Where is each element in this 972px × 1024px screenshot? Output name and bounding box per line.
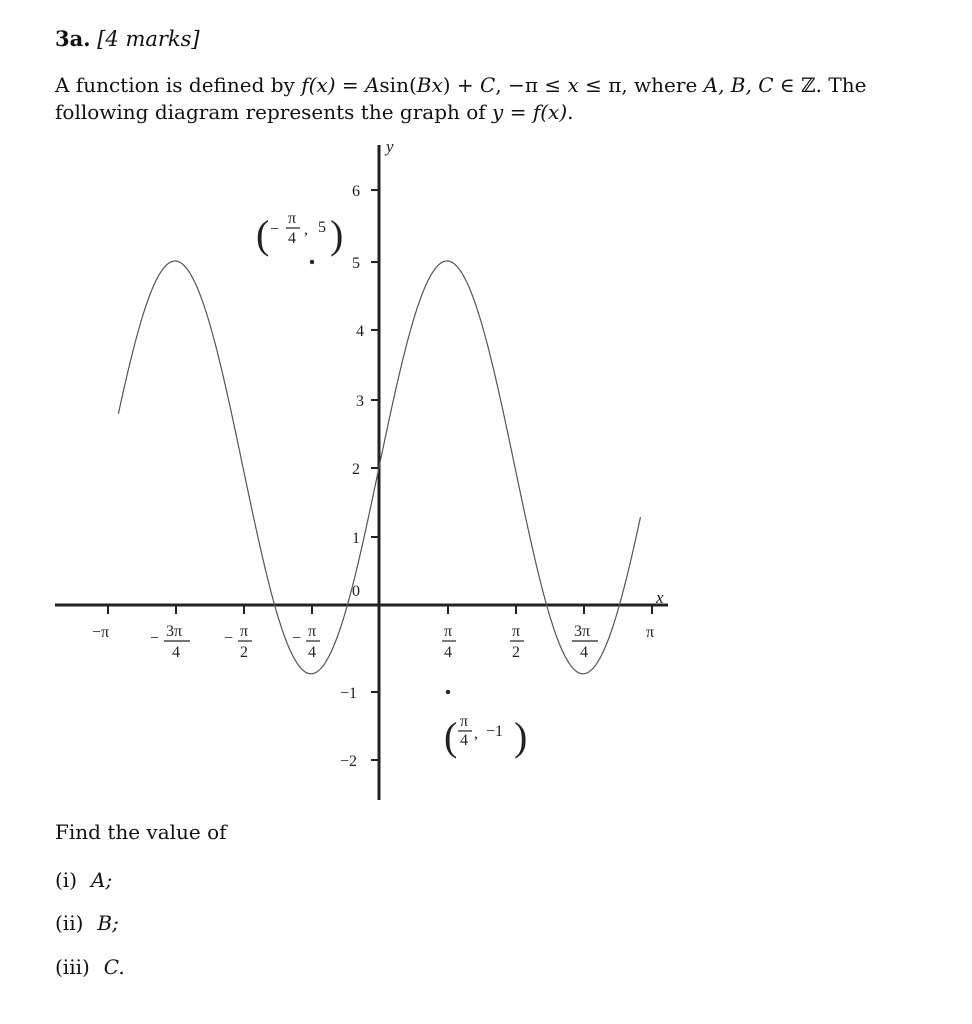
y-tick-label: 0 (352, 583, 360, 600)
part-variable: C. (103, 955, 125, 979)
x-tick-num: π (308, 623, 317, 640)
question-marks: [4 marks] (97, 27, 200, 51)
max-point-label (256, 210, 343, 257)
x-axis-name: x (656, 588, 664, 607)
y-axis-name: y (386, 137, 394, 156)
stem-math: A, B, C (703, 73, 774, 97)
stem-math: f(x) (532, 100, 568, 124)
x-tick-den: 4 (308, 644, 316, 661)
stem-text: ∈ ℤ. The (773, 73, 867, 97)
y-tick-label: −1 (340, 685, 358, 702)
paren: ) (330, 212, 344, 257)
part-number: (iii) (55, 955, 90, 979)
stem-text: ) + (442, 73, 481, 97)
coord-den: 4 (288, 230, 296, 247)
y-tick-label: 4 (356, 323, 364, 340)
stem-text: , −π ≤ (495, 73, 568, 97)
x-tick-num: 3π (166, 623, 183, 640)
y-tick-label: 2 (352, 461, 360, 478)
stem-text: A function is defined by (55, 73, 302, 97)
y-tick-label: 6 (352, 183, 360, 200)
y-tick-label: 1 (352, 530, 360, 547)
y-ticks (340, 183, 379, 770)
x-tick-sign: − (292, 630, 302, 647)
stem-math: C (480, 73, 496, 97)
coord-sign: − (270, 221, 280, 238)
x-tick-label: π (646, 624, 655, 641)
stem-text: = (503, 100, 533, 124)
paren: ( (444, 714, 458, 759)
y-tick-label: 3 (356, 393, 364, 410)
x-tick-den: 4 (172, 644, 180, 661)
x-tick-num: π (512, 623, 521, 640)
coord-num: π (460, 713, 469, 730)
part-number: (ii) (55, 911, 84, 935)
part-iii (55, 955, 125, 979)
x-ticks (92, 605, 654, 661)
coord-comma: , (474, 725, 478, 742)
x-tick-sign: − (150, 630, 160, 647)
max-point-marker (310, 260, 314, 264)
paren: ( (256, 212, 270, 257)
part-i (55, 868, 112, 892)
x-tick-num: π (240, 623, 249, 640)
coord-num: π (288, 210, 297, 227)
x-tick-den: 2 (512, 644, 520, 661)
part-variable: B; (97, 911, 119, 935)
x-tick-den: 2 (240, 644, 248, 661)
stem-math: y (492, 100, 504, 124)
x-tick-label: −π (92, 624, 110, 641)
question-number: 3a. (55, 26, 91, 51)
stem-math: Bx (416, 73, 443, 97)
coord-comma: , (304, 221, 308, 238)
x-tick-den: 4 (444, 644, 452, 661)
x-tick-num: 3π (574, 623, 591, 640)
stem-text: ≤ π, where (578, 73, 704, 97)
part-number: (i) (55, 868, 78, 892)
min-point-marker (446, 690, 450, 694)
y-tick-label: 5 (352, 255, 360, 272)
stem-text: following diagram represents the graph of (55, 100, 493, 124)
coord-y: −1 (486, 723, 504, 740)
stem-math: x (567, 73, 579, 97)
stem-math: f(x) = A (301, 73, 380, 97)
part-ii (55, 911, 119, 935)
find-intro: Find the value of (55, 820, 227, 844)
coord-den: 4 (460, 732, 468, 749)
min-point-label (444, 713, 527, 759)
x-tick-sign: − (224, 630, 234, 647)
y-tick-label: −2 (340, 753, 358, 770)
x-tick-num: π (444, 623, 453, 640)
stem-text: sin( (379, 73, 417, 97)
x-tick-den: 4 (580, 644, 588, 661)
paren: ) (514, 714, 528, 759)
stem-text: . (567, 100, 574, 124)
coord-y: 5 (318, 219, 326, 236)
part-variable: A; (91, 868, 113, 892)
